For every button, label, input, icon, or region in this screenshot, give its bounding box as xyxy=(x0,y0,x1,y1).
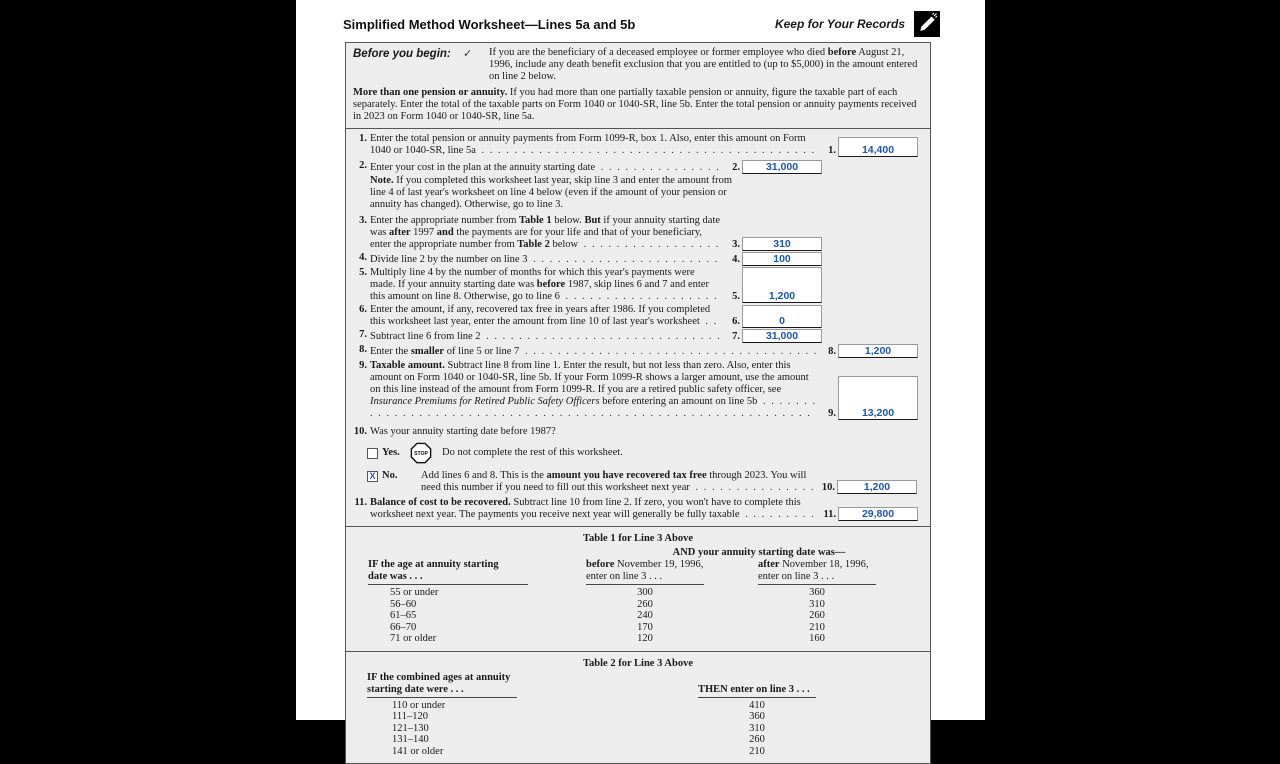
line-9 xyxy=(346,360,930,420)
line-number: 2. xyxy=(732,162,740,173)
line-number: 10. xyxy=(821,482,835,493)
table-row: 121–130 310 xyxy=(392,722,765,734)
line-2-amount-box[interactable] xyxy=(742,160,822,174)
stop-icon-text: STOP xyxy=(414,451,428,458)
table-row: 55 or under 300 360 xyxy=(390,587,825,598)
line-number: 8. xyxy=(828,346,836,357)
line-9-amount: 13,200 xyxy=(861,407,895,419)
table-1-title: Table 1 for Line 3 Above xyxy=(583,533,693,544)
table-row: 141 or older 210 xyxy=(392,745,765,757)
table-row: 61–65 240 260 xyxy=(390,610,825,621)
check-icon: ✓ xyxy=(463,48,473,60)
table-2-col2-header: THEN enter on line 3 . . . xyxy=(698,684,816,698)
table-row: 111–120 360 xyxy=(392,711,765,722)
line-5-amount-box[interactable] xyxy=(742,267,822,303)
line-1-text: Enter the total pension or annuity payments from Form 1099-R, box 1. Also, enter this amount on Form 1040 or 1040-SR, line 5a . . . xyxy=(370,133,818,157)
line-8-amount: 1,200 xyxy=(864,345,892,357)
line-1-amount-box[interactable] xyxy=(838,137,918,157)
line-9-amount-box[interactable] xyxy=(838,376,918,420)
line-number: 5. xyxy=(359,267,367,278)
page-header xyxy=(296,0,985,42)
no-checkbox[interactable] xyxy=(367,471,378,482)
line-number: 5. xyxy=(732,291,740,302)
keep-for-records xyxy=(775,11,940,37)
line-4-text: Divide line 2 by the number on line 3 . . . xyxy=(370,254,722,266)
before-you-begin-text: If you are the beneficiary of a deceased employee or former employee who died before August 21, 1996, include any death benefit exclusion that you are entitled to (up to $5,000) in the amount entered on line 2 below. xyxy=(489,47,918,82)
yes-label: Yes. xyxy=(382,447,400,458)
line-7-amount: 31,000 xyxy=(765,330,799,342)
line-number: 8. xyxy=(359,344,367,355)
page-title: Simplified Method Worksheet—Lines 5a and 5b xyxy=(343,16,636,32)
line-4-amount-box[interactable] xyxy=(742,252,822,266)
line-8-amount-box[interactable] xyxy=(838,344,918,358)
more-than-one-pension-text: More than one pension or annuity. If you had more than one partially taxable pension or annuity, figure the taxable part of each separately. Enter the total of the taxable parts on Form 1040 or 1040-SR, line 5b. Enter the total pension or annuity payments received in 2023 on Form 1040 or 1040-SR, line 5a. xyxy=(353,87,917,122)
line-3 xyxy=(346,215,930,251)
table-row: 56–60 260 310 xyxy=(390,598,825,610)
before-you-begin-label: Before you begin: xyxy=(353,48,451,60)
table-1-header-row xyxy=(346,559,930,585)
table-row: 110 or under 410 xyxy=(392,699,765,711)
line-10-no-row xyxy=(346,470,930,494)
line-10-no-text: Add lines 6 and 8. This is the amount you have recovered tax free through 2023. You will need this number if you need to fill out this worksheet next year . . . xyxy=(421,470,817,494)
line-number: 3. xyxy=(359,215,367,226)
pencil-icon xyxy=(914,11,940,37)
no-label: No. xyxy=(382,470,398,481)
line-number: 6. xyxy=(732,316,740,327)
line-10-amount: 1,200 xyxy=(863,481,891,493)
table-row: 66–70 170 210 xyxy=(390,621,825,633)
line-10-question-text: Was your annuity starting date before 1987? xyxy=(370,426,556,437)
table-1-col1-header: IF the age at annuity starting date was . . . xyxy=(368,559,528,585)
worksheet-panel xyxy=(345,42,931,764)
line-number: 10. xyxy=(353,426,367,437)
table-1 xyxy=(346,526,930,651)
yes-checkbox[interactable] xyxy=(367,448,378,459)
line-number: 7. xyxy=(732,331,740,342)
line-1 xyxy=(346,133,930,157)
line-5-amount: 1,200 xyxy=(768,290,796,302)
line-number: 11. xyxy=(354,497,367,508)
line-3-amount-box[interactable] xyxy=(742,237,822,251)
table-1-col2-header: before November 19, 1996, enter on line 3 . . . xyxy=(586,559,704,585)
line-10-yes-row xyxy=(346,442,930,464)
line-10-amount-box[interactable] xyxy=(837,480,917,494)
yes-instruction: Do not complete the rest of this worksheet. xyxy=(442,447,623,458)
table-2-header-row xyxy=(346,672,930,698)
line-2 xyxy=(346,160,930,174)
line-3-text: Enter the appropriate number from Table 1 below. But if your annuity starting date was after 1997 and the payments are for your life and that of your beneficiary, enter the appropriate number from Table 2 below . . . xyxy=(370,215,722,251)
table-row: 131–140 260 xyxy=(392,734,765,745)
keep-for-records-label: Keep for Your Records xyxy=(774,17,905,31)
line-8-text: Enter the smaller of line 5 or line 7 . . . xyxy=(370,346,818,358)
table-row: 71 or older 120 160 xyxy=(390,633,825,644)
line-7 xyxy=(346,329,930,343)
line-2-note-text: Note. If you completed this worksheet last year, skip line 3 and enter the amount from line 4 of last year's worksheet on line 4 below (even if the amount of your pension or annuity has changed). Otherwise, go to line 3. xyxy=(370,175,733,210)
line-4-amount: 100 xyxy=(773,253,791,265)
line-number: 9. xyxy=(359,360,367,371)
line-11-amount: 29,800 xyxy=(861,508,895,520)
line-1-amount: 14,400 xyxy=(861,144,895,156)
table-1-span-header: AND your annuity starting date was— xyxy=(672,547,846,558)
line-number: 3. xyxy=(732,239,740,250)
line-9-text: Taxable amount. Subtract line 8 from line 1. Enter the result, but not less than zero. Also, enter this amount on Form 1040 or 1040-SR, line 5b. If your Form 1099-R shows a larger amount, use the amount on this line instead of the amount from Form 1099-R. If you are a retired public safety officer, see Insurance Premiums for Retired Public Safety Officers before entering an amount on line 5b . . . xyxy=(370,360,818,420)
line-number: 6. xyxy=(359,304,367,315)
line-6 xyxy=(346,304,930,328)
line-number: 1. xyxy=(828,145,836,156)
line-8 xyxy=(346,344,930,358)
line-2-note xyxy=(346,175,930,211)
line-2-text: Enter your cost in the plan at the annuity starting date . . . xyxy=(370,162,722,174)
line-6-text: Enter the amount, if any, recovered tax free in years after 1986. If you completed this worksheet last year, enter the amount from line 10 of last year's worksheet . . . xyxy=(370,304,722,328)
stop-icon xyxy=(410,442,432,464)
table-2-col1-header: IF the combined ages at annuity starting date were . . . xyxy=(367,672,517,698)
line-number: 2. xyxy=(359,160,367,171)
line-number: 11. xyxy=(823,509,836,520)
line-5-text: Multiply line 4 by the number of months for which this year's payments were made. If your annuity starting date was before 1987, skip lines 6 and 7 and enter this amount on line 8. Otherwise, go to line 6 . . . xyxy=(370,267,722,303)
line-number: 1. xyxy=(359,133,367,144)
line-number: 9. xyxy=(828,408,836,419)
line-number: 4. xyxy=(732,254,740,265)
line-5 xyxy=(346,267,930,303)
line-2-amount: 31,000 xyxy=(765,161,799,173)
line-number: 7. xyxy=(359,329,367,340)
table-2-title: Table 2 for Line 3 Above xyxy=(583,657,693,669)
line-4 xyxy=(346,252,930,266)
line-6-amount: 0 xyxy=(779,315,785,327)
worksheet-page xyxy=(296,0,985,757)
line-7-amount-box[interactable] xyxy=(742,329,822,343)
before-you-begin-section xyxy=(346,43,930,128)
line-7-text: Subtract line 6 from line 2 . . . xyxy=(370,331,722,343)
line-11 xyxy=(346,497,930,521)
line-3-amount: 310 xyxy=(773,238,791,250)
line-number: 4. xyxy=(359,252,367,263)
no-checkbox-mark: X xyxy=(369,471,376,481)
worksheet-lines-section xyxy=(346,128,930,526)
line-6-amount-box[interactable] xyxy=(742,305,822,328)
line-11-amount-box[interactable] xyxy=(838,507,918,521)
line-10-question xyxy=(346,426,930,438)
line-11-text: Balance of cost to be recovered. Subtract line 10 from line 2. If zero, you won't have to complete this worksheet next year. The payments you receive next year will generally be fully taxable . . . xyxy=(370,497,818,521)
table-1-col3-header: after November 18, 1996, enter on line 3 . . . xyxy=(758,559,876,585)
table-2 xyxy=(346,651,930,764)
